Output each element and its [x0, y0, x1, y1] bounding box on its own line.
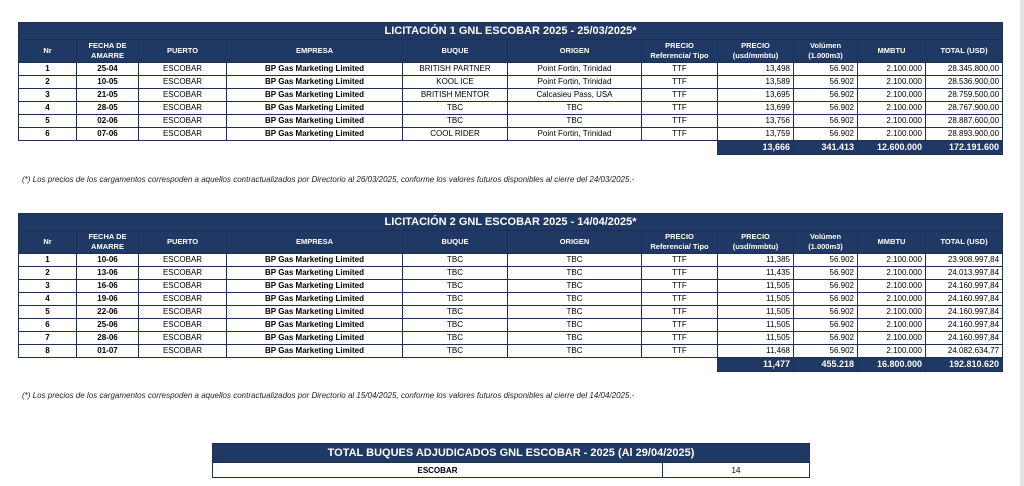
cell-total: 23.908.997,84 [926, 254, 1003, 267]
cell-origen: TBC [508, 319, 642, 332]
table-row [19, 76, 1003, 89]
cell-total: 24.160.997,84 [926, 319, 1003, 332]
cell-origen: TBC [508, 345, 642, 358]
cell-precio: 13,498 [718, 63, 794, 76]
cell-mmbtu: 2.100.000 [858, 254, 926, 267]
cell-total: 28.345.800,00 [926, 63, 1003, 76]
cell-fecha: 21-05 [77, 89, 139, 102]
cell-origen: Calcasieu Pass, USA [508, 89, 642, 102]
cell-puerto: ESCOBAR [139, 280, 227, 293]
summary-title: TOTAL BUQUES ADJUDICADOS GNL ESCOBAR - 2025 (Al 29/04/2025) [213, 444, 810, 463]
cell-puerto: ESCOBAR [139, 115, 227, 128]
cell-empresa: BP Gas Marketing Limited [227, 76, 403, 89]
table-row [19, 332, 1003, 345]
cell-fecha: 13-06 [77, 267, 139, 280]
col-header-total: TOTAL (USD) [926, 231, 1003, 254]
cell-nr: 3 [19, 89, 77, 102]
cell-buque: TBC [403, 306, 508, 319]
table-row [19, 254, 1003, 267]
cell-origen: TBC [508, 293, 642, 306]
cell-precio: 11,468 [718, 345, 794, 358]
cell-origen: TBC [508, 267, 642, 280]
cell-origen: TBC [508, 332, 642, 345]
cell-empresa: BP Gas Marketing Limited [227, 254, 403, 267]
cell-origen: TBC [508, 306, 642, 319]
col-header-puerto: PUERTO [139, 40, 227, 63]
cell-total: 28.767.900,00 [926, 102, 1003, 115]
totals-row [19, 141, 1003, 155]
cell-nr: 7 [19, 332, 77, 345]
cell-ref: TTF [642, 345, 718, 358]
cell-ref: TTF [642, 89, 718, 102]
cell-volumen: 56.902 [794, 115, 858, 128]
cell-fecha: 28-05 [77, 102, 139, 115]
cell-ref: TTF [642, 319, 718, 332]
cell-total: 28.893.900,00 [926, 128, 1003, 141]
cell-mmbtu: 2.100.000 [858, 267, 926, 280]
cell-fecha: 01-07 [77, 345, 139, 358]
cell-precio: 11,505 [718, 319, 794, 332]
col-header-mmbtu: MMBTU [858, 231, 926, 254]
col-header-empresa: EMPRESA [227, 231, 403, 254]
col-header-nr: Nr [19, 231, 77, 254]
cell-fecha: 02-06 [77, 115, 139, 128]
cell-precio: 11,505 [718, 280, 794, 293]
cell-volumen: 56.902 [794, 267, 858, 280]
cell-precio: 13,589 [718, 76, 794, 89]
cell-ref: TTF [642, 332, 718, 345]
col-header-buque: BUQUE [403, 231, 508, 254]
cell-mmbtu: 2.100.000 [858, 102, 926, 115]
cell-buque: BRITISH PARTNER [403, 63, 508, 76]
col-header-buque: BUQUE [403, 40, 508, 63]
cell-nr: 4 [19, 102, 77, 115]
cell-empresa: BP Gas Marketing Limited [227, 89, 403, 102]
cell-fecha: 10-05 [77, 76, 139, 89]
cell-ref: TTF [642, 267, 718, 280]
cell-precio: 13,695 [718, 89, 794, 102]
cell-puerto: ESCOBAR [139, 102, 227, 115]
summary-row [213, 463, 810, 478]
cell-volumen: 56.902 [794, 306, 858, 319]
cell-puerto: ESCOBAR [139, 319, 227, 332]
summary-label: ESCOBAR [213, 463, 663, 478]
cell-nr: 2 [19, 76, 77, 89]
total-usd: 192.810.620 [926, 358, 1003, 372]
cell-mmbtu: 2.100.000 [858, 89, 926, 102]
cell-fecha: 22-06 [77, 306, 139, 319]
col-header-precio: PRECIO (usd/mmbtu) [718, 40, 794, 63]
cell-buque: COOL RIDER [403, 128, 508, 141]
cell-ref: TTF [642, 254, 718, 267]
table-title: LICITACIÓN 2 GNL ESCOBAR 2025 - 14/04/2025* [19, 214, 1003, 231]
cell-buque: TBC [403, 115, 508, 128]
col-header-precio-ref: PRECIO Referencia/ Tipo [642, 40, 718, 63]
cell-ref: TTF [642, 76, 718, 89]
total-usd: 172.191.600 [926, 141, 1003, 155]
cell-empresa: BP Gas Marketing Limited [227, 102, 403, 115]
cell-volumen: 56.902 [794, 63, 858, 76]
col-header-volumen: Volúmen (1.000m3) [794, 231, 858, 254]
col-header-precio-ref: PRECIO Referencia/ Tipo [642, 231, 718, 254]
cell-fecha: 10-06 [77, 254, 139, 267]
cell-fecha: 28-06 [77, 332, 139, 345]
cell-origen: Point Fortin, Trinidad [508, 76, 642, 89]
cell-puerto: ESCOBAR [139, 267, 227, 280]
cell-fecha: 16-06 [77, 280, 139, 293]
cell-nr: 5 [19, 115, 77, 128]
cell-empresa: BP Gas Marketing Limited [227, 115, 403, 128]
cell-buque: BRITISH MENTOR [403, 89, 508, 102]
cell-puerto: ESCOBAR [139, 345, 227, 358]
summary-value: 14 [663, 463, 810, 478]
window-edge [1020, 0, 1024, 486]
cell-empresa: BP Gas Marketing Limited [227, 63, 403, 76]
table-title: LICITACIÓN 1 GNL ESCOBAR 2025 - 25/03/2025* [19, 23, 1003, 40]
cell-fecha: 25-06 [77, 319, 139, 332]
col-header-volumen: Volúmen (1.000m3) [794, 40, 858, 63]
totals-row [19, 358, 1003, 372]
cell-origen: Point Fortin, Trinidad [508, 63, 642, 76]
total-precio: 11,477 [718, 358, 794, 372]
cell-buque: TBC [403, 267, 508, 280]
table-row [19, 89, 1003, 102]
cell-total: 24.160.997,84 [926, 280, 1003, 293]
cell-mmbtu: 2.100.000 [858, 115, 926, 128]
cell-puerto: ESCOBAR [139, 89, 227, 102]
cell-empresa: BP Gas Marketing Limited [227, 332, 403, 345]
cell-buque: TBC [403, 345, 508, 358]
col-header-empresa: EMPRESA [227, 40, 403, 63]
cell-puerto: ESCOBAR [139, 254, 227, 267]
cell-precio: 11,505 [718, 332, 794, 345]
cell-buque: TBC [403, 102, 508, 115]
licitacion-1-table [18, 22, 1003, 155]
col-header-precio: PRECIO (usd/mmbtu) [718, 231, 794, 254]
cell-total: 24.160.997,84 [926, 293, 1003, 306]
cell-precio: 11,505 [718, 293, 794, 306]
cell-fecha: 07-06 [77, 128, 139, 141]
cell-total: 28.759.500,00 [926, 89, 1003, 102]
table-row [19, 102, 1003, 115]
cell-total: 24.013.997,84 [926, 267, 1003, 280]
cell-buque: TBC [403, 319, 508, 332]
cell-ref: TTF [642, 306, 718, 319]
cell-puerto: ESCOBAR [139, 128, 227, 141]
cell-puerto: ESCOBAR [139, 76, 227, 89]
total-volumen: 341.413 [794, 141, 858, 155]
cell-volumen: 56.902 [794, 254, 858, 267]
cell-origen: TBC [508, 280, 642, 293]
cell-ref: TTF [642, 115, 718, 128]
cell-precio: 11,435 [718, 267, 794, 280]
cell-empresa: BP Gas Marketing Limited [227, 280, 403, 293]
cell-total: 24.160.997,84 [926, 332, 1003, 345]
cell-origen: TBC [508, 115, 642, 128]
cell-origen: TBC [508, 102, 642, 115]
cell-mmbtu: 2.100.000 [858, 345, 926, 358]
cell-puerto: ESCOBAR [139, 63, 227, 76]
cell-volumen: 56.902 [794, 345, 858, 358]
table-row [19, 128, 1003, 141]
summary-table [212, 443, 810, 478]
cell-volumen: 56.902 [794, 293, 858, 306]
cell-ref: TTF [642, 280, 718, 293]
col-header-total: TOTAL (USD) [926, 40, 1003, 63]
cell-volumen: 56.902 [794, 319, 858, 332]
col-header-fecha: FECHA DE AMARRE [77, 40, 139, 63]
total-volumen: 455.218 [794, 358, 858, 372]
cell-precio: 11,505 [718, 306, 794, 319]
cell-ref: TTF [642, 63, 718, 76]
footnote-2: (*) Los precios de los cargamentos correspoden a aquellos contractualizados por Directorio al 15/04/2025, conforme los valores futuros disponibles al cierre del 14/04/2025.- [22, 391, 635, 400]
cell-fecha: 19-06 [77, 293, 139, 306]
cell-buque: TBC [403, 280, 508, 293]
col-header-nr: Nr [19, 40, 77, 63]
cell-buque: TBC [403, 293, 508, 306]
cell-mmbtu: 2.100.000 [858, 293, 926, 306]
cell-mmbtu: 2.100.000 [858, 280, 926, 293]
cell-puerto: ESCOBAR [139, 293, 227, 306]
total-mmbtu: 12.600.000 [858, 141, 926, 155]
cell-mmbtu: 2.100.000 [858, 128, 926, 141]
cell-volumen: 56.902 [794, 89, 858, 102]
cell-buque: TBC [403, 254, 508, 267]
cell-fecha: 25-04 [77, 63, 139, 76]
cell-empresa: BP Gas Marketing Limited [227, 319, 403, 332]
cell-volumen: 56.902 [794, 332, 858, 345]
cell-volumen: 56.902 [794, 76, 858, 89]
cell-volumen: 56.902 [794, 280, 858, 293]
cell-nr: 8 [19, 345, 77, 358]
footnote-1: (*) Los precios de los cargamentos correspoden a aquellos contractualizados por Directorio al 26/03/2025, conforme los valores futuros disponibles al cierre del 24/03/2025.- [22, 175, 635, 184]
cell-mmbtu: 2.100.000 [858, 306, 926, 319]
table-row [19, 306, 1003, 319]
cell-nr: 1 [19, 254, 77, 267]
cell-buque: KOOL ICE [403, 76, 508, 89]
cell-empresa: BP Gas Marketing Limited [227, 128, 403, 141]
table-row [19, 63, 1003, 76]
cell-ref: TTF [642, 128, 718, 141]
cell-puerto: ESCOBAR [139, 306, 227, 319]
cell-precio: 11,385 [718, 254, 794, 267]
cell-mmbtu: 2.100.000 [858, 63, 926, 76]
cell-nr: 6 [19, 128, 77, 141]
cell-nr: 5 [19, 306, 77, 319]
cell-mmbtu: 2.100.000 [858, 319, 926, 332]
cell-nr: 2 [19, 267, 77, 280]
col-header-origen: ORIGEN [508, 40, 642, 63]
cell-nr: 6 [19, 319, 77, 332]
cell-total: 24.082.634,77 [926, 345, 1003, 358]
cell-precio: 13,699 [718, 102, 794, 115]
cell-ref: TTF [642, 293, 718, 306]
cell-empresa: BP Gas Marketing Limited [227, 306, 403, 319]
cell-mmbtu: 2.100.000 [858, 332, 926, 345]
col-header-mmbtu: MMBTU [858, 40, 926, 63]
cell-total: 28.536.900,00 [926, 76, 1003, 89]
cell-origen: Point Fortin, Trinidad [508, 128, 642, 141]
cell-total: 24.160.997,84 [926, 306, 1003, 319]
table-row [19, 293, 1003, 306]
table-row [19, 319, 1003, 332]
cell-origen: TBC [508, 254, 642, 267]
cell-buque: TBC [403, 332, 508, 345]
total-precio: 13,666 [718, 141, 794, 155]
col-header-origen: ORIGEN [508, 231, 642, 254]
cell-nr: 3 [19, 280, 77, 293]
table-row [19, 115, 1003, 128]
cell-empresa: BP Gas Marketing Limited [227, 267, 403, 280]
cell-empresa: BP Gas Marketing Limited [227, 293, 403, 306]
total-mmbtu: 16.800.000 [858, 358, 926, 372]
col-header-fecha: FECHA DE AMARRE [77, 231, 139, 254]
cell-empresa: BP Gas Marketing Limited [227, 345, 403, 358]
cell-ref: TTF [642, 102, 718, 115]
cell-puerto: ESCOBAR [139, 332, 227, 345]
cell-nr: 1 [19, 63, 77, 76]
cell-volumen: 56.902 [794, 102, 858, 115]
cell-nr: 4 [19, 293, 77, 306]
cell-precio: 13,759 [718, 128, 794, 141]
table-row [19, 267, 1003, 280]
totals-spacer [19, 358, 718, 372]
totals-spacer [19, 141, 718, 155]
cell-volumen: 56.902 [794, 128, 858, 141]
col-header-puerto: PUERTO [139, 231, 227, 254]
table-row [19, 345, 1003, 358]
cell-mmbtu: 2.100.000 [858, 76, 926, 89]
licitacion-2-table [18, 213, 1003, 372]
cell-total: 28.887.600,00 [926, 115, 1003, 128]
table-row [19, 280, 1003, 293]
cell-precio: 13,756 [718, 115, 794, 128]
